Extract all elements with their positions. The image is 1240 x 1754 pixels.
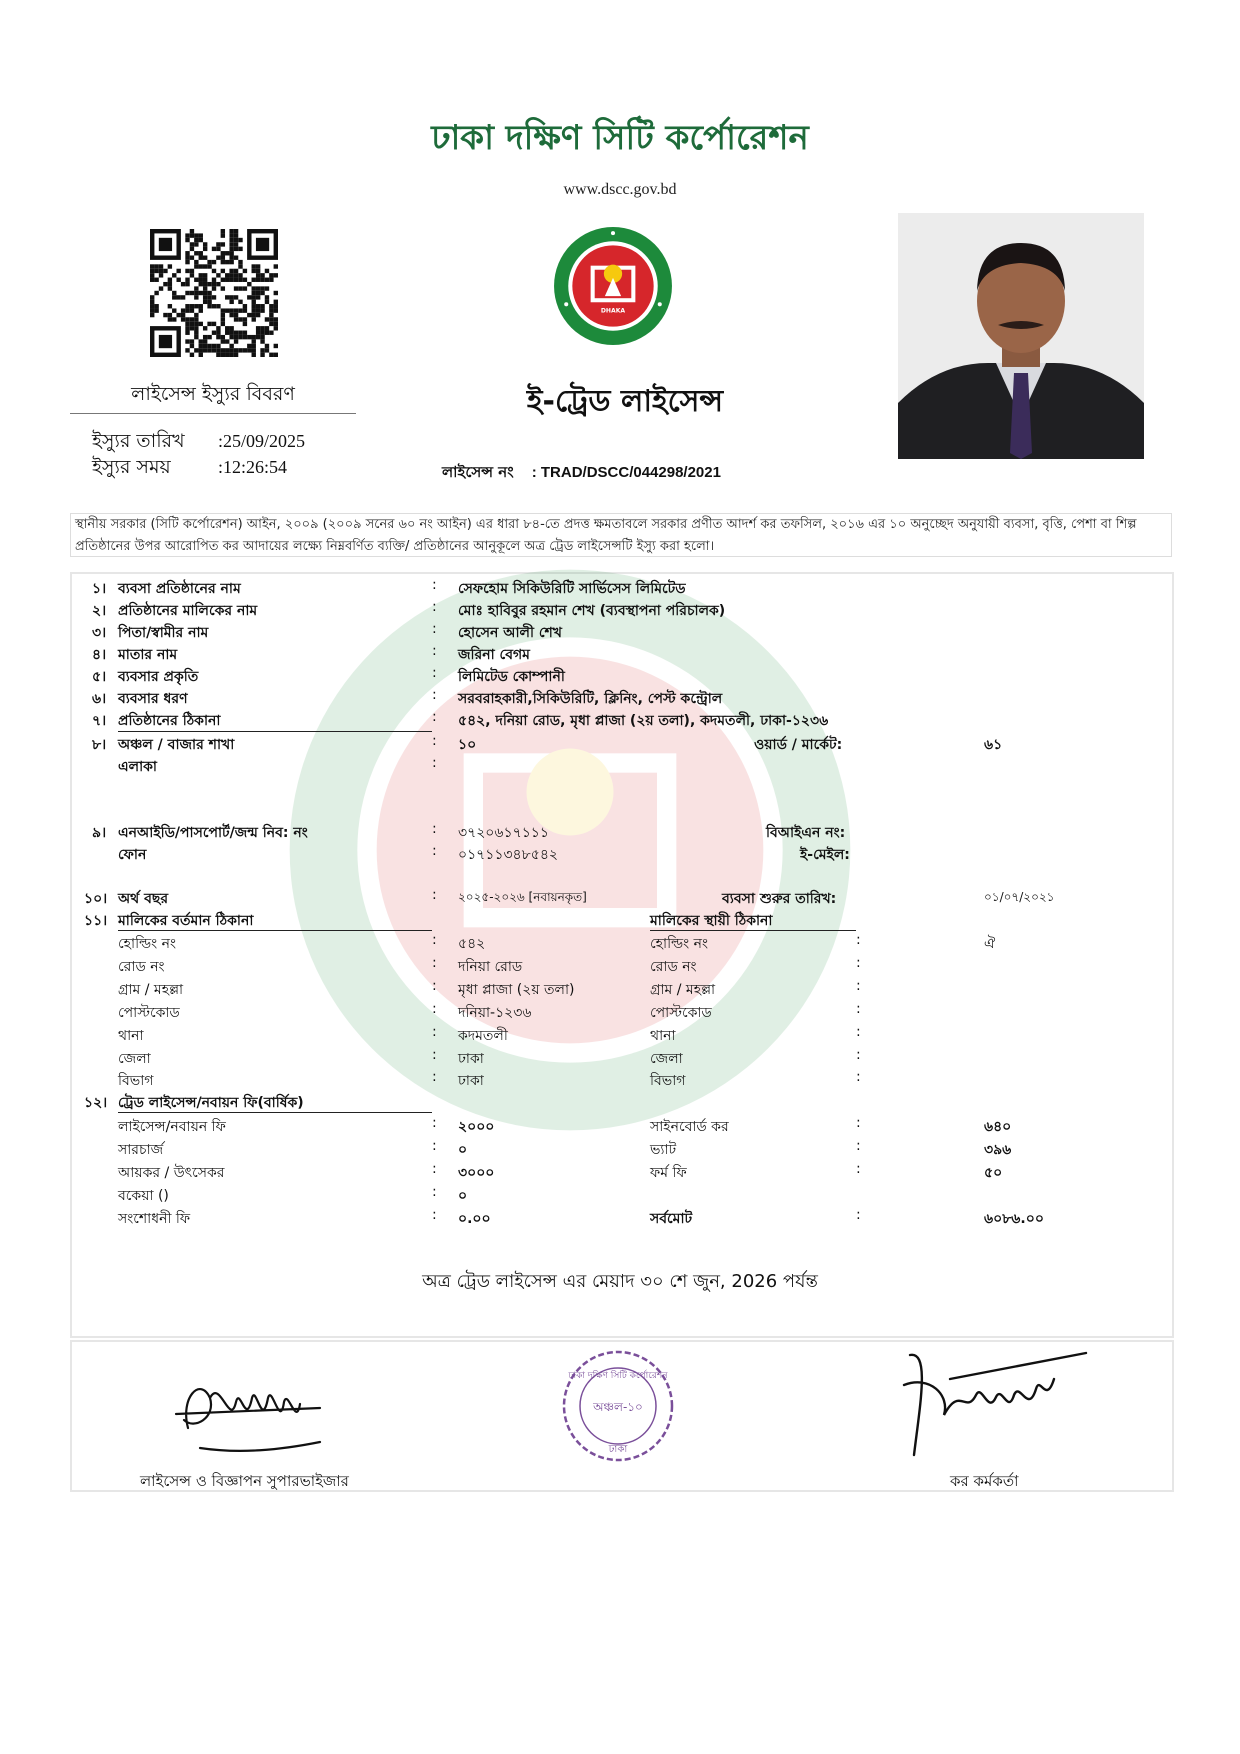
colon: :	[432, 1161, 437, 1177]
license-number-label: লাইসেন্স নং	[442, 463, 514, 481]
road-label: রোড নং	[118, 959, 165, 975]
watermark-seal	[280, 560, 860, 1140]
area-label: এলাকা	[118, 759, 157, 775]
permanent-address-heading: মালিকের স্থায়ী ঠিকানা	[650, 913, 773, 929]
colon: :	[856, 1207, 861, 1223]
post-value: দনিয়া-১২৩৬	[458, 1005, 532, 1021]
f3-label: পিতা/স্বামীর নাম	[118, 625, 209, 641]
perm-holding-label: হোল্ডিং নং	[650, 936, 708, 952]
svg-text:DHAKA: DHAKA	[600, 307, 626, 315]
holding-label: হোল্ডিং নং	[118, 936, 176, 952]
f8-label: অঞ্চল / বাজার শাখা	[118, 737, 235, 753]
perm-division-label: বিভাগ	[650, 1073, 686, 1089]
f2-value: মোঃ হাবিবুর রহমান শেখ (ব্যবস্থাপনা পরিচালক)	[458, 603, 726, 619]
fees-num: ১২।	[84, 1095, 108, 1111]
divider-line	[118, 731, 432, 732]
f10-label: অর্থ বছর	[118, 891, 169, 907]
division-value: ঢাকা	[458, 1073, 484, 1089]
stamp-bottom-text: ঢাকা	[608, 1444, 628, 1455]
validity-text: অত্র ট্রেড লাইসেন্স এর মেয়াদ ৩০ শে জুন, 2026 পর্যন্ত	[422, 1271, 818, 1292]
supervisor-signature	[170, 1358, 330, 1458]
arrears-value: ০	[458, 1188, 468, 1204]
division-label: বিভাগ	[118, 1073, 154, 1089]
issue-time-label: ইস্যুর সময়	[92, 456, 171, 478]
colon: :	[432, 709, 437, 725]
issue-date-value: :25/09/2025	[218, 431, 306, 451]
issue-time-row	[92, 453, 287, 485]
colon: :	[432, 1047, 437, 1063]
perm-holding-value: ঐ	[984, 936, 996, 952]
thana-label: থানা	[118, 1028, 144, 1044]
start-date-label: ব্যবসা শুরুর তারিখ:	[722, 891, 837, 907]
colon: :	[432, 577, 437, 593]
f5-num: ৫।	[92, 669, 107, 685]
corporation-title: ঢাকা দক্ষিণ সিটি কর্পোরেশন	[431, 118, 809, 158]
colon: :	[856, 978, 861, 994]
colon: :	[856, 1024, 861, 1040]
perm-post-label: পোস্টকোড	[650, 1005, 712, 1021]
f6-num: ৬।	[92, 691, 107, 707]
issue-time-value: :12:26:54	[218, 457, 288, 477]
e-trade-license-heading: ই-ট্রেড লাইসেন্স	[526, 384, 724, 419]
f1-value: সেফহোম সিকিউরিটি সার্ভিসেস লিমিটেড	[458, 581, 686, 597]
f1-label: ব্যবসা প্রতিষ্ঠানের নাম	[118, 581, 241, 597]
preamble-text: স্থানীয় সরকার (সিটি কর্পোরেশন) আইন, ২০০৯ (২০০৯ সনের ৬০ নং আইন) এর ধারা ৮৪-তে প্রদত্ত ক্ষমতাবলে সরকার প্রণীত আদর্শ কর তফসিল, ২০১৬ এর ১০ অনুচ্ছেদ অনুযায়ী ব্যবসা, বৃত্তি, পেশা বা শিল্প প্রতিষ্ঠানের উপর আরোপিত কর আদায়ের লক্ষ্যে নিম্নবর্ণিত ব্যক্তি/ প্রতিষ্ঠানের আনুকূলে অত্র ট্রেড লাইসেন্সটি ইস্যু করা হলো।	[70, 513, 1172, 557]
f7-num: ৭।	[92, 713, 107, 729]
colon: :	[856, 1047, 861, 1063]
divider-line	[118, 1112, 432, 1113]
colon: :	[432, 1207, 437, 1223]
colon: :	[432, 1115, 437, 1131]
district-value: ঢাকা	[458, 1051, 484, 1067]
colon: :	[856, 1161, 861, 1177]
address-num: ১১।	[84, 913, 108, 929]
colon: :	[432, 887, 437, 903]
village-label: গ্রাম / মহল্লা	[118, 982, 184, 998]
district-label: জেলা	[118, 1051, 151, 1067]
tax-officer-signature-label: কর কর্মকর্তা	[950, 1472, 1019, 1490]
issue-details-heading: লাইসেন্স ইস্যুর বিবরণ	[131, 383, 295, 405]
f3-value: হোসেন আলী শেখ	[458, 625, 562, 641]
total-label: সর্বমোট	[650, 1211, 693, 1227]
colon: :	[432, 821, 437, 837]
f10-num: ১০।	[84, 891, 108, 907]
issue-date-label: ইস্যুর তারিখ	[92, 430, 185, 452]
colon: :	[432, 978, 437, 994]
colon: :	[432, 955, 437, 971]
correction-fee-value: ০.০০	[458, 1211, 491, 1227]
f5-value: লিমিটেড কোম্পানী	[458, 669, 565, 685]
f3-num: ৩।	[92, 625, 107, 641]
start-date-value: ০১/০৭/২০২১	[984, 890, 1055, 904]
f2-num: ২।	[92, 603, 107, 619]
vat-label: ভ্যাট	[650, 1142, 677, 1158]
income-tax-value: ৩০০০	[458, 1165, 495, 1181]
correction-fee-label: সংশোধনী ফি	[118, 1211, 191, 1227]
form-fee-label: ফর্ম ফি	[650, 1165, 687, 1181]
stamp-center-text: অঞ্চল-১০	[593, 1400, 643, 1414]
divider-line	[650, 930, 856, 931]
f9-num: ৯।	[92, 825, 107, 841]
f9-label: এনআইডি/পাসপোর্ট/জন্ম নিব: নং	[118, 825, 308, 841]
f6-value: সরবরাহকারী,সিকিউরিটি, ক্লিনিং, পেস্ট কন্ট্রোল	[458, 691, 723, 707]
f6-label: ব্যবসার ধরণ	[118, 691, 188, 707]
website-url[interactable]: www.dscc.gov.bd	[563, 181, 677, 198]
ward-label: ওয়ার্ড / মার্কেট:	[754, 737, 843, 753]
f8-value: ১০	[458, 737, 477, 753]
arrears-label: বকেয়া ()	[118, 1188, 169, 1204]
official-stamp	[560, 1348, 676, 1464]
colon: :	[432, 1001, 437, 1017]
f8-num: ৮।	[92, 737, 107, 753]
bin-label: বিআইএন নং:	[766, 825, 846, 841]
perm-thana-label: থানা	[650, 1028, 676, 1044]
colon: :	[432, 843, 437, 859]
phone-label: ফোন	[118, 847, 147, 863]
f7-label: প্রতিষ্ঠানের ঠিকানা	[118, 713, 221, 729]
dscc-logo-seal	[552, 225, 674, 347]
surcharge-label: সারচার্জ	[118, 1142, 164, 1158]
signboard-value: ৬৪০	[984, 1119, 1012, 1135]
colon: :	[432, 1138, 437, 1154]
colon: :	[856, 932, 861, 948]
license-number	[442, 461, 721, 486]
colon: :	[856, 1069, 861, 1085]
income-tax-label: আয়কর / উৎসেকর	[118, 1165, 225, 1181]
divider-line	[118, 930, 432, 931]
road-value: দনিয়া রোড	[458, 959, 523, 975]
vat-value: ৩৯৬	[984, 1142, 1012, 1158]
thana-value: কদমতলী	[458, 1028, 508, 1044]
signboard-label: সাইনবোর্ড কর	[650, 1119, 729, 1135]
f4-value: জরিনা বেগম	[458, 647, 530, 663]
ward-value: ৬১	[984, 737, 1003, 753]
colon: :	[432, 932, 437, 948]
colon: :	[432, 1024, 437, 1040]
surcharge-value: ০	[458, 1142, 468, 1158]
colon: :	[432, 665, 437, 681]
colon: :	[432, 733, 437, 749]
colon: :	[856, 1138, 861, 1154]
f5-label: ব্যবসার প্রকৃতি	[118, 669, 199, 685]
colon: :	[856, 955, 861, 971]
colon: :	[856, 1001, 861, 1017]
colon: :	[432, 1069, 437, 1085]
village-value: মৃধা প্লাজা (২য় তলা)	[458, 982, 575, 998]
f2-label: প্রতিষ্ঠানের মালিকের নাম	[118, 603, 258, 619]
perm-village-label: গ্রাম / মহল্লা	[650, 982, 716, 998]
f4-num: ৪।	[92, 647, 107, 663]
license-fee-label: লাইসেন্স/নবায়ন ফি	[118, 1119, 226, 1135]
colon: :	[432, 621, 437, 637]
f7-value: ৫৪২, দনিয়া রোড, মৃধা প্লাজা (২য় তলা), কদমতলী, ঢাকা-১২৩৬	[458, 713, 829, 729]
f4-label: মাতার নাম	[118, 647, 178, 663]
form-fee-value: ৫০	[984, 1165, 1003, 1181]
colon: :	[432, 599, 437, 615]
f1-num: ১।	[92, 581, 107, 597]
present-address-heading: মালিকের বর্তমান ঠিকানা	[118, 913, 254, 929]
colon: :	[856, 1115, 861, 1131]
f10-value: ২০২৫-২০২৬ [নবায়নকৃত]	[458, 890, 587, 904]
tax-officer-signature	[890, 1345, 1090, 1465]
colon: :	[432, 755, 437, 771]
post-label: পোস্টকোড	[118, 1005, 180, 1021]
stamp-top-text: ঢাকা দক্ষিণ সিটি কর্পোরেশন	[568, 1371, 668, 1381]
total-value: ৬০৮৬.০০	[984, 1211, 1044, 1227]
colon: :	[432, 643, 437, 659]
supervisor-signature-label: লাইসেন্স ও বিজ্ঞাপন সুপারভাইজার	[140, 1472, 349, 1490]
license-number-value: : TRAD/DSCC/044298/2021	[531, 464, 721, 481]
license-fee-value: ২০০০	[458, 1119, 495, 1135]
phone-value: ০১৭১১৩৪৮৫৪২	[458, 847, 559, 863]
fees-heading: ট্রেড লাইসেন্স/নবায়ন ফি(বার্ষিক)	[118, 1095, 304, 1111]
colon: :	[432, 687, 437, 703]
qr-code[interactable]	[150, 229, 278, 357]
holding-value: ৫৪২	[458, 936, 486, 952]
colon: :	[432, 1184, 437, 1200]
perm-road-label: রোড নং	[650, 959, 697, 975]
f9-value: ৩৭২০৬১৭১১১	[458, 825, 549, 841]
perm-district-label: জেলা	[650, 1051, 683, 1067]
email-label: ই-মেইল:	[800, 847, 850, 863]
